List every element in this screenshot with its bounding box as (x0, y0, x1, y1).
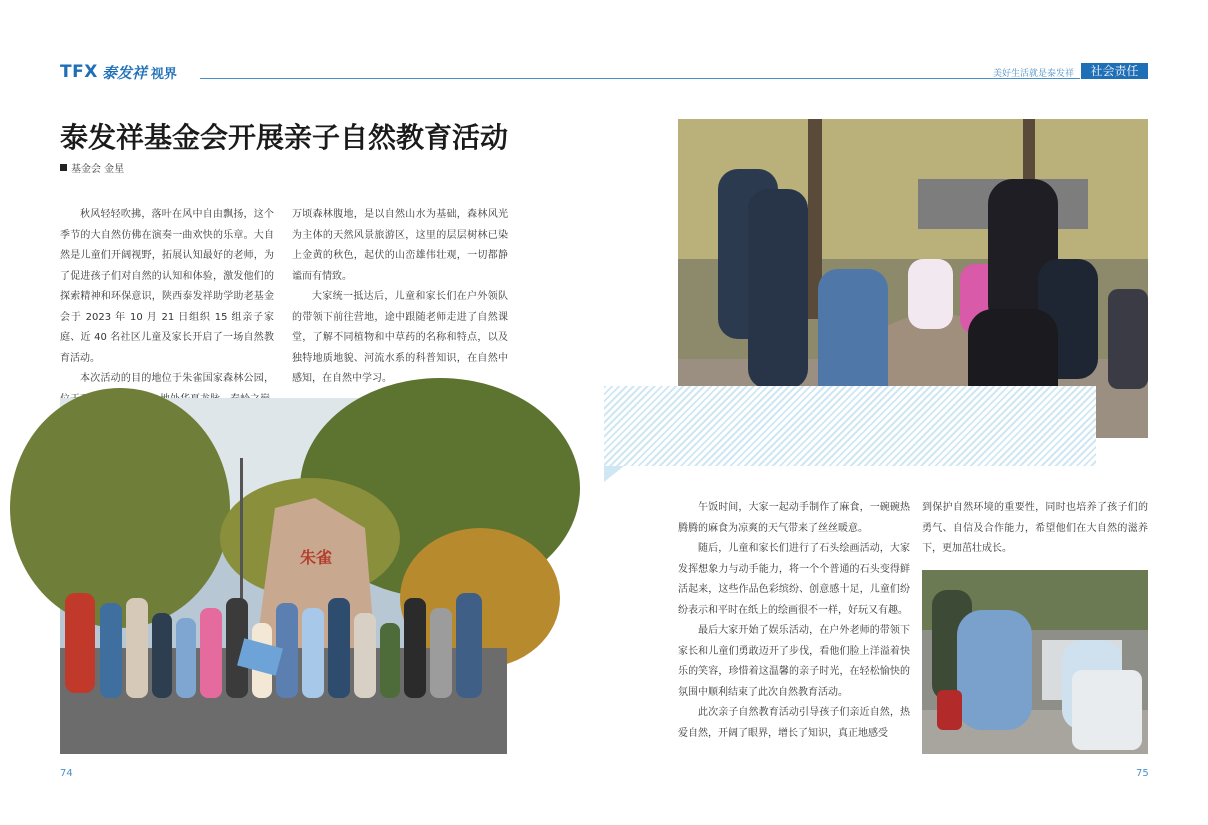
byline (60, 160, 124, 175)
text-column-4 (922, 498, 1148, 562)
text-column-3 (678, 498, 910, 760)
text-column-2 (292, 205, 508, 383)
paragraph: 大家统一抵达后，儿童和家长们在户外领队的带领下前往营地，途中跟随老师走进了自然课堂，了解不同植物和中草药的名称和特点，以及独特地质地貌、河流水系的科普知识，在自然中感知，在自然中学习。 (292, 291, 508, 384)
paragraph: 秋风轻轻吹拂，落叶在风中自由飘扬，这个季节的大自然仿佛在演奏一曲欢快的乐章。大自然是儿童们开阔视野，拓展认知最好的老师，为了促进孩子们对自然的认知和体验，激发他们的探索精神和环保意识，陕西泰发祥助学助老基金会于 2023 年 10 月 21 日组织 15 组亲子家庭、近 40 名社区儿童及家长开启了一场自然教育活动。 (60, 209, 274, 364)
paragraph: 本次活动的目的地位于朱雀国家森林公园， (80, 373, 274, 384)
magazine-logo (60, 62, 177, 82)
logo-vision: 视界 (150, 66, 177, 82)
paragraph: 午饭时间，大家一起动手制作了麻食，一碗碗热腾腾的麻食为凉爽的天气带来了丝丝暖意。 (678, 502, 910, 534)
paragraph: 随后，儿童和家长们进行了石头绘画活动，大家发挥想象力与动手能力，将一个个普通的石头变得鲜活起来，这些作品色彩缤纷、创意感十足，儿童们纷纷表示和平时在纸上的绘画很不一样，好玩又有趣。 (678, 543, 910, 616)
paragraph: 万顷森林腹地，是以自然山水为基础，森林风光为主体的天然风景旅游区，这里的层层树林已染上金黄的秋色，起伏的山峦雄伟壮观，一切都静谧而有情致。 (292, 209, 508, 282)
group-photo (60, 398, 507, 754)
logo-brand: 泰发祥 (101, 63, 147, 82)
paragraph: 到保护自然环境的重要性，同时也培养了孩子们的勇气、自信及合作能力，希望他们在大自然的滋养下，更加茁壮成长。 (922, 502, 1148, 554)
decorative-callout (604, 386, 1096, 466)
byline-text: 基金会 金星 (71, 164, 125, 175)
header-slogan: 美好生活就是泰发祥 (992, 69, 1074, 79)
logo-tfx: TFX (60, 62, 98, 82)
page-number-right: 75 (1136, 768, 1149, 779)
byline-square-icon (60, 164, 67, 171)
decorative-callout-tail (604, 466, 624, 482)
section-tag: 社会责任 (1081, 63, 1148, 79)
header-divider (200, 78, 1080, 79)
page-number-left: 74 (60, 768, 73, 779)
paragraph: 此次亲子自然教育活动引导孩子们亲近自然，热爱自然，开阔了眼界，增长了知识，真正地感受 (678, 707, 910, 739)
article-title: 泰发祥基金会开展亲子自然教育活动 (60, 121, 509, 154)
paragraph: 最后大家开始了娱乐活动，在户外老师的带领下家长和儿童们勇敢迈开了步伐，看他们脸上洋溢着快乐的笑容，珍惜着这温馨的亲子时光，在轻松愉快的氛围中顺利结束了此次自然教育活动。 (678, 625, 910, 698)
stone-inscription: 朱雀 (300, 548, 333, 567)
text-column-1 (60, 205, 274, 383)
activity-photo-mashi (922, 570, 1148, 754)
